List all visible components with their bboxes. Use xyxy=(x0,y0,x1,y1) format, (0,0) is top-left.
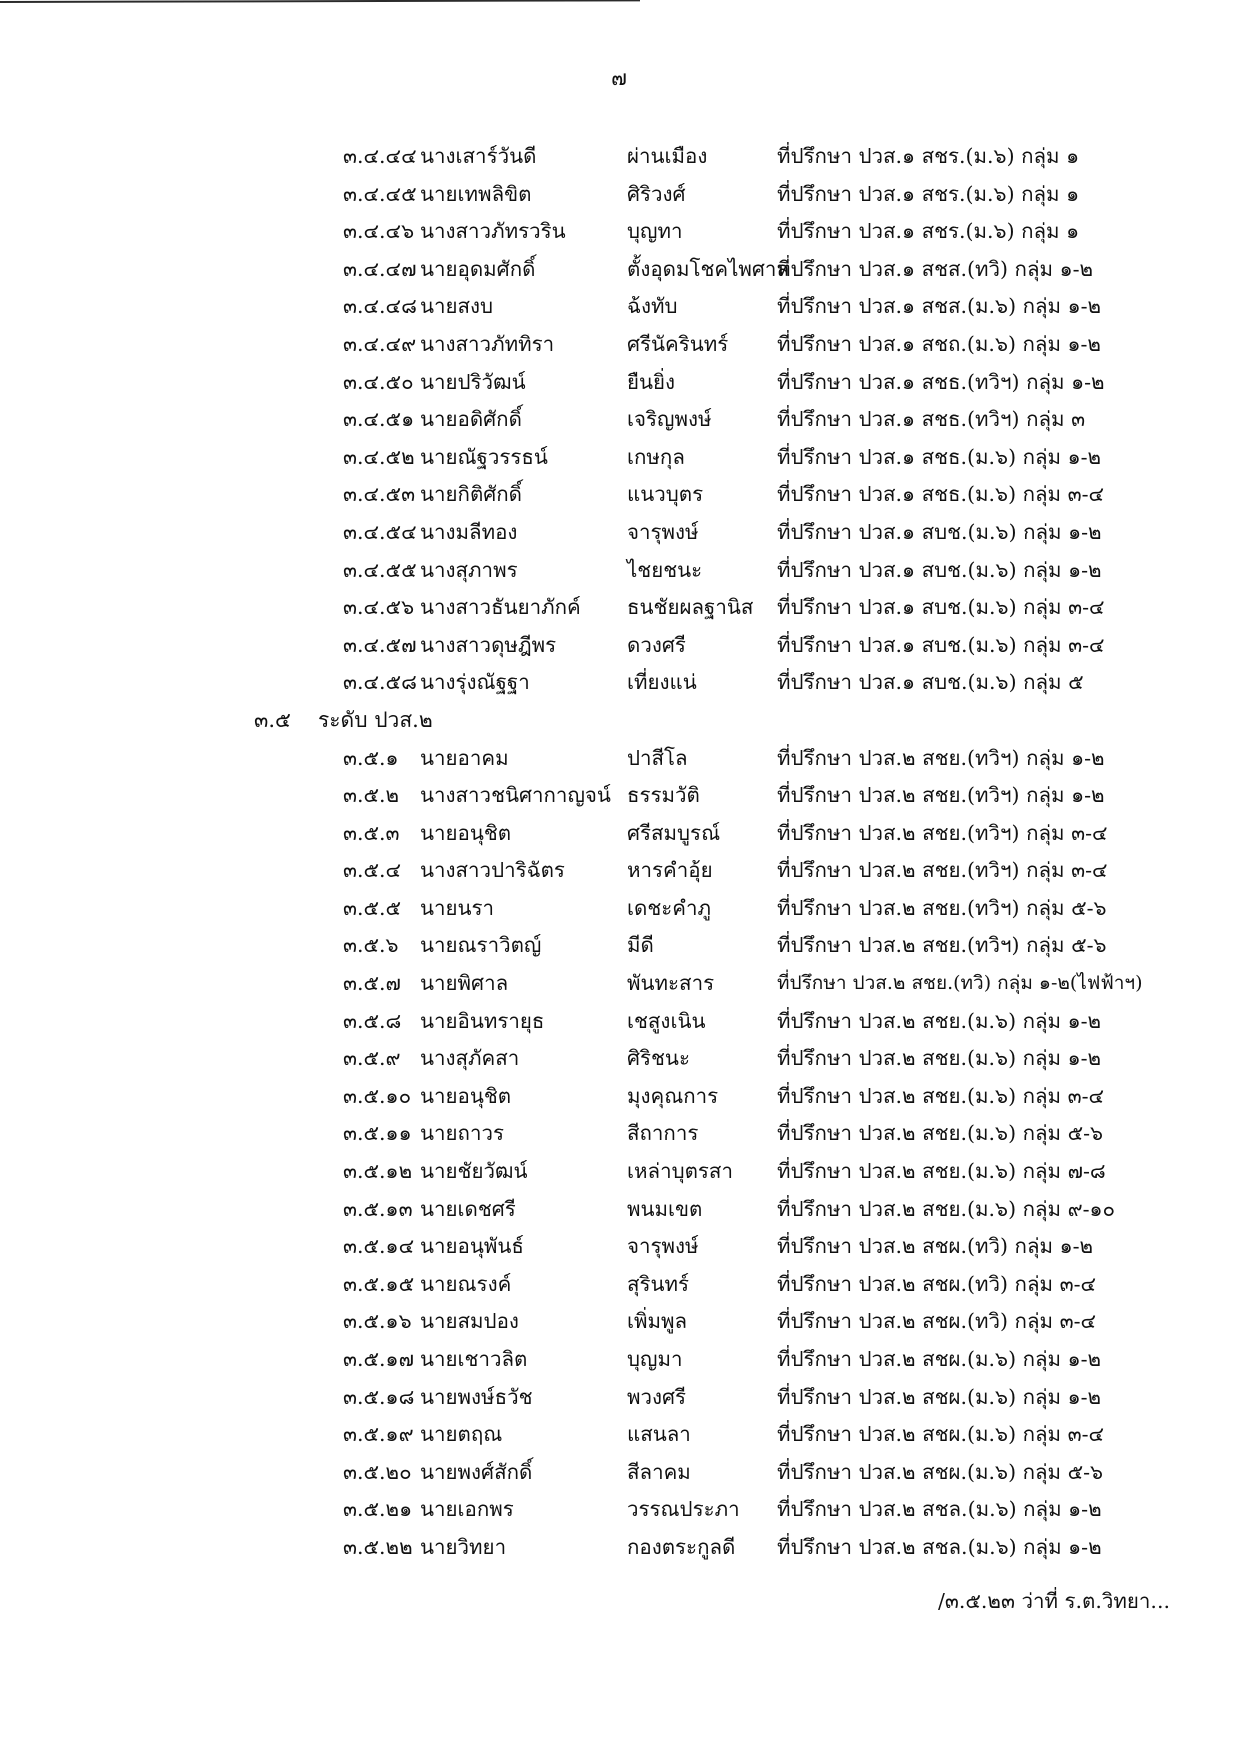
advisor-role: ที่ปรึกษา ปวส.๑ สชร.(ม.๖) กลุ่ม ๑ xyxy=(777,219,1080,244)
person-last-name: ศิริชนะ xyxy=(627,1046,690,1071)
advisor-role: ที่ปรึกษา ปวส.๒ สชย.(ทวิฯ) กลุ่ม ๕-๖ xyxy=(777,895,1107,920)
person-last-name: หารคำอุ้ย xyxy=(627,858,713,883)
item-number: ๓.๔.๔๗ xyxy=(343,256,417,281)
list-item xyxy=(0,890,1238,928)
page-number: ๗ xyxy=(611,66,627,90)
advisor-role: ที่ปรึกษา ปวส.๑ สบช.(ม.๖) กลุ่ม ๓-๔ xyxy=(777,632,1105,657)
scan-edge-line xyxy=(0,0,1238,4)
person-first-name: นายณราวิตญ์ xyxy=(420,933,542,958)
advisor-role: ที่ปรึกษา ปวส.๒ สชย.(ทวิฯ) กลุ่ม ๑-๒ xyxy=(777,745,1105,770)
person-first-name: นายอุดมศักดิ์ xyxy=(420,256,536,281)
item-number: ๓.๕.๑๓ xyxy=(343,1196,413,1221)
advisor-role: ที่ปรึกษา ปวส.๒ สชย.(ทวิฯ) กลุ่ม ๓-๔ xyxy=(777,820,1108,845)
advisor-role: ที่ปรึกษา ปวส.๒ สชผ.(ทวิ) กลุ่ม ๑-๒ xyxy=(777,1234,1094,1259)
person-last-name: เพิ่มพูล xyxy=(627,1309,688,1334)
person-first-name: นายเชาวลิต xyxy=(420,1347,528,1371)
list-item xyxy=(0,138,1238,176)
person-first-name: นายถาวร xyxy=(420,1121,504,1146)
list-item xyxy=(0,1454,1238,1492)
item-number: ๓.๕.๒๒ xyxy=(343,1534,413,1559)
item-number: ๓.๕.๑๑ xyxy=(343,1121,412,1146)
list-item xyxy=(0,627,1238,665)
person-first-name: นายอดิศักดิ์ xyxy=(420,407,522,432)
list-item xyxy=(0,815,1238,853)
advisor-role: ที่ปรึกษา ปวส.๑ สบช.(ม.๖) กลุ่ม ๕ xyxy=(777,670,1084,695)
person-first-name: นายวิทยา xyxy=(420,1534,507,1559)
item-number: ๓.๔.๕๗ xyxy=(343,632,417,657)
advisor-role: ที่ปรึกษา ปวส.๑ สบช.(ม.๖) กลุ่ม ๓-๔ xyxy=(777,595,1105,620)
advisor-role: ที่ปรึกษา ปวส.๒ สชล.(ม.๖) กลุ่ม ๑-๒ xyxy=(777,1534,1102,1559)
person-first-name: นางสาวธันยาภักค์ xyxy=(420,595,581,620)
person-first-name: นายตฤณ xyxy=(420,1422,503,1447)
person-last-name: วรรณประภา xyxy=(627,1497,740,1522)
item-number: ๓.๔.๕๔ xyxy=(343,519,417,544)
advisor-role: ที่ปรึกษา ปวส.๒ สชย.(ทวิฯ) กลุ่ม ๓-๔ xyxy=(777,858,1108,883)
list-item xyxy=(0,852,1238,890)
item-number: ๓.๔.๔๖ xyxy=(343,219,415,244)
person-first-name: นายอินทรายุธ xyxy=(420,1008,545,1033)
person-first-name: นางสุภาพร xyxy=(420,557,518,582)
person-first-name: นายสมปอง xyxy=(420,1309,519,1334)
item-number: ๓.๔.๔๙ xyxy=(343,331,417,356)
person-first-name: นายพงษ์ธวัช xyxy=(420,1384,533,1409)
person-first-name: นางสาวภัทรวริน xyxy=(420,219,566,244)
advisor-role: ที่ปรึกษา ปวส.๑ สบช.(ม.๖) กลุ่ม ๑-๒ xyxy=(777,557,1102,582)
person-first-name: นายอนุชิต xyxy=(420,1083,512,1108)
person-last-name: ปาสีโล xyxy=(627,745,688,770)
list-item xyxy=(0,251,1238,289)
person-last-name: มีดี xyxy=(627,933,654,958)
list-item xyxy=(0,927,1238,965)
item-number: ๓.๔.๕๐ xyxy=(343,369,414,394)
advisor-role: ที่ปรึกษา ปวส.๑ สชร.(ม.๖) กลุ่ม ๑ xyxy=(777,144,1080,168)
list-item xyxy=(0,288,1238,326)
person-last-name: เจริญพงษ์ xyxy=(627,407,712,432)
section-title: ระดับ ปวส.๒ xyxy=(318,707,433,732)
list-item xyxy=(0,326,1238,364)
item-number: ๓.๕.๒๐ xyxy=(343,1459,412,1484)
advisor-role: ที่ปรึกษา ปวส.๒ สชล.(ม.๖) กลุ่ม ๑-๒ xyxy=(777,1497,1102,1522)
person-last-name: กองตระกูลดี xyxy=(627,1534,736,1559)
list-item xyxy=(0,1379,1238,1417)
person-last-name: พวงศรี xyxy=(627,1384,687,1409)
person-last-name: เกษกุล xyxy=(627,444,685,469)
item-number: ๓.๕.๑๗ xyxy=(343,1347,414,1371)
list-item xyxy=(0,1078,1238,1116)
person-last-name: ยืนยิ่ง xyxy=(627,369,676,394)
person-first-name: นายณัฐวรรธน์ xyxy=(420,444,548,469)
list-item xyxy=(0,740,1238,778)
item-number: ๓.๕.๒ xyxy=(343,783,400,808)
list-item xyxy=(0,176,1238,214)
item-number: ๓.๕.๙ xyxy=(343,1046,401,1071)
item-number: ๓.๔.๕๘ xyxy=(343,670,417,695)
list-item xyxy=(0,1416,1238,1454)
person-last-name: สีถาการ xyxy=(627,1121,699,1146)
item-number: ๓.๕.๖ xyxy=(343,933,399,958)
advisor-role: ที่ปรึกษา ปวส.๒ สชย.(ม.๖) กลุ่ม ๑-๒ xyxy=(777,1008,1102,1033)
list-item xyxy=(0,1266,1238,1304)
advisor-role: ที่ปรึกษา ปวส.๑ สชธ.(ม.๖) กลุ่ม ๓-๔ xyxy=(777,482,1105,507)
person-last-name: เดชะคำภู xyxy=(627,895,711,920)
person-last-name: แสนลา xyxy=(627,1422,691,1447)
person-last-name: ไชยชนะ xyxy=(627,557,703,582)
advisor-role: ที่ปรึกษา ปวส.๑ สบช.(ม.๖) กลุ่ม ๑-๒ xyxy=(777,519,1102,544)
advisor-role: ที่ปรึกษา ปวส.๑ สชธ.(ทวิฯ) กลุ่ม ๓ xyxy=(777,407,1086,432)
list-item xyxy=(0,213,1238,251)
advisor-role: ที่ปรึกษา ปวส.๒ สชผ.(ม.๖) กลุ่ม ๑-๒ xyxy=(777,1347,1102,1371)
list-item xyxy=(0,1191,1238,1229)
person-first-name: นางสาวดุษฎีพร xyxy=(420,632,557,657)
advisor-role: ที่ปรึกษา ปวส.๒ สชผ.(ทวิ) กลุ่ม ๓-๔ xyxy=(777,1309,1097,1334)
person-last-name: ธนชัยผลฐานิส xyxy=(627,595,754,620)
list-item xyxy=(0,1228,1238,1266)
person-first-name: นายสงบ xyxy=(420,294,494,319)
person-last-name: จารุพงษ์ xyxy=(627,1234,699,1259)
advisor-role: ที่ปรึกษา ปวส.๒ สชย.(ม.๖) กลุ่ม ๑-๒ xyxy=(777,1046,1102,1071)
advisor-role: ที่ปรึกษา ปวส.๒ สชย.(ม.๖) กลุ่ม ๕-๖ xyxy=(777,1121,1104,1146)
person-first-name: นางเสาร์วันดี xyxy=(420,144,537,168)
section-heading xyxy=(0,702,1238,740)
item-number: ๓.๕.๑๔ xyxy=(343,1234,415,1259)
item-number: ๓.๔.๕๑ xyxy=(343,407,415,432)
item-number: ๓.๕.๒๑ xyxy=(343,1497,413,1522)
person-first-name: นายณรงค์ xyxy=(420,1271,512,1296)
list-item xyxy=(0,364,1238,402)
person-last-name: ดวงศรี xyxy=(627,632,686,657)
advisor-role: ที่ปรึกษา ปวส.๒ สชย.(ทวิ) กลุ่ม ๑-๒(ไฟฟ้าฯ) xyxy=(777,972,1143,995)
advisor-role: ที่ปรึกษา ปวส.๑ สชส.(ทวิ) กลุ่ม ๑-๒ xyxy=(777,256,1094,281)
advisor-role: ที่ปรึกษา ปวส.๑ สชร.(ม.๖) กลุ่ม ๑ xyxy=(777,181,1080,206)
person-last-name: ศรีนัครินทร์ xyxy=(627,331,729,356)
person-last-name: เหล่าบุตรสา xyxy=(627,1159,733,1184)
item-number: ๓.๕.๑๙ xyxy=(343,1422,414,1447)
item-number: ๓.๕.๑๐ xyxy=(343,1083,412,1108)
advisor-role: ที่ปรึกษา ปวส.๒ สชผ.(ทวิ) กลุ่ม ๓-๔ xyxy=(777,1271,1097,1296)
person-first-name: นายกิติศักดิ์ xyxy=(420,482,522,507)
item-number: ๓.๕.๑๕ xyxy=(343,1271,415,1296)
assignment-list xyxy=(0,138,1238,1567)
item-number: ๓.๕.๑๖ xyxy=(343,1309,412,1334)
item-number: ๓.๕.๔ xyxy=(343,858,402,883)
item-number: ๓.๔.๔๘ xyxy=(343,294,417,319)
item-number: ๓.๔.๔๕ xyxy=(343,181,417,206)
person-first-name: นายอนุพันธ์ xyxy=(420,1234,524,1259)
advisor-role: ที่ปรึกษา ปวส.๒ สชผ.(ม.๖) กลุ่ม ๕-๖ xyxy=(777,1459,1104,1484)
person-first-name: นางสาวภัททิรา xyxy=(420,331,555,356)
person-first-name: นายนรา xyxy=(420,895,495,920)
advisor-role: ที่ปรึกษา ปวส.๒ สชย.(ม.๖) กลุ่ม ๙-๑๐ xyxy=(777,1196,1116,1221)
list-item xyxy=(0,1341,1238,1379)
person-last-name: ตั้งอุดมโชคไพศาล xyxy=(627,256,790,281)
person-last-name: ศิริวงศ์ xyxy=(627,181,686,206)
person-last-name: เชสูงเนิน xyxy=(627,1008,706,1033)
advisor-role: ที่ปรึกษา ปวส.๒ สชผ.(ม.๖) กลุ่ม ๑-๒ xyxy=(777,1384,1102,1409)
item-number: ๓.๕.๑๒ xyxy=(343,1159,413,1184)
person-last-name: ผ่านเมือง xyxy=(627,144,708,168)
list-item xyxy=(0,589,1238,627)
person-first-name: นายปริวัฒน์ xyxy=(420,369,526,394)
advisor-role: ที่ปรึกษา ปวส.๒ สชย.(ทวิฯ) กลุ่ม ๕-๖ xyxy=(777,933,1107,958)
person-last-name: สุรินทร์ xyxy=(627,1271,690,1296)
person-last-name: สีลาคม xyxy=(627,1459,691,1484)
list-item xyxy=(0,1003,1238,1041)
advisor-role: ที่ปรึกษา ปวส.๑ สชธ.(ทวิฯ) กลุ่ม ๑-๒ xyxy=(777,369,1105,394)
list-item xyxy=(0,1115,1238,1153)
person-last-name: ธรรมวัติ xyxy=(627,783,700,808)
list-item xyxy=(0,514,1238,552)
list-item xyxy=(0,1153,1238,1191)
list-item xyxy=(0,401,1238,439)
person-first-name: นายพิศาล xyxy=(420,971,509,996)
item-number: ๓.๔.๕๒ xyxy=(343,444,415,469)
person-first-name: นายชัยวัฒน์ xyxy=(420,1159,528,1184)
person-last-name: พนมเขต xyxy=(627,1196,703,1221)
continuation-reference: /๓.๕.๒๓ ว่าที่ ร.ต.วิทยา... xyxy=(937,1589,1170,1613)
item-number: ๓.๔.๕๓ xyxy=(343,482,416,507)
person-first-name: นายอาคม xyxy=(420,745,509,770)
item-number: ๓.๔.๕๖ xyxy=(343,595,415,620)
person-first-name: นายเอกพร xyxy=(420,1497,514,1522)
section-number: ๓.๕ xyxy=(254,707,291,732)
list-item xyxy=(0,1529,1238,1567)
person-last-name: มุงคุณการ xyxy=(627,1083,719,1108)
item-number: ๓.๕.๗ xyxy=(343,971,401,996)
person-last-name: เที่ยงแน่ xyxy=(627,670,697,695)
list-item xyxy=(0,552,1238,590)
advisor-role: ที่ปรึกษา ปวส.๑ สชส.(ม.๖) กลุ่ม ๑-๒ xyxy=(777,294,1102,319)
advisor-role: ที่ปรึกษา ปวส.๒ สชย.(ม.๖) กลุ่ม ๓-๔ xyxy=(777,1083,1105,1108)
list-item xyxy=(0,777,1238,815)
list-item xyxy=(0,476,1238,514)
person-last-name: แนวบุตร xyxy=(627,482,704,507)
person-first-name: นายเดชศรี xyxy=(420,1196,516,1221)
advisor-role: ที่ปรึกษา ปวส.๑ สชถ.(ม.๖) กลุ่ม ๑-๒ xyxy=(777,331,1101,356)
advisor-role: ที่ปรึกษา ปวส.๒ สชย.(ม.๖) กลุ่ม ๗-๘ xyxy=(777,1159,1106,1184)
person-first-name: นายพงศ์สักดิ์ xyxy=(420,1459,533,1484)
person-first-name: นางมลีทอง xyxy=(420,519,518,544)
person-first-name: นางสาวชนิศากาญจน์ xyxy=(420,783,611,808)
item-number: ๓.๕.๑ xyxy=(343,745,399,770)
item-number: ๓.๔.๔๔ xyxy=(343,144,417,168)
advisor-role: ที่ปรึกษา ปวส.๑ สชธ.(ม.๖) กลุ่ม ๑-๒ xyxy=(777,444,1102,469)
list-item xyxy=(0,1040,1238,1078)
person-last-name: ศรีสมบูรณ์ xyxy=(627,820,721,845)
person-first-name: นายอนุชิต xyxy=(420,820,512,845)
advisor-role: ที่ปรึกษา ปวส.๒ สชผ.(ม.๖) กลุ่ม ๓-๔ xyxy=(777,1422,1105,1447)
person-last-name: บุญมา xyxy=(627,1347,683,1371)
person-first-name: นางรุ่งณัฐฐา xyxy=(420,670,530,695)
item-number: ๓.๔.๕๕ xyxy=(343,557,417,582)
item-number: ๓.๕.๘ xyxy=(343,1008,402,1033)
advisor-role: ที่ปรึกษา ปวส.๒ สชย.(ทวิฯ) กลุ่ม ๑-๒ xyxy=(777,783,1105,808)
item-number: ๓.๕.๑๘ xyxy=(343,1384,415,1409)
person-last-name: พันทะสาร xyxy=(627,971,715,996)
person-last-name: ฉ้งทับ xyxy=(627,294,678,319)
item-number: ๓.๕.๕ xyxy=(343,895,402,920)
person-first-name: นางสุภัคสา xyxy=(420,1046,520,1071)
person-last-name: จารุพงษ์ xyxy=(627,519,699,544)
list-item xyxy=(0,439,1238,477)
item-number: ๓.๕.๓ xyxy=(343,820,400,845)
list-item xyxy=(0,664,1238,702)
person-first-name: นางสาวปาริฉัตร xyxy=(420,858,565,883)
person-first-name: นายเทพลิขิต xyxy=(420,181,532,206)
person-last-name: บุญทา xyxy=(627,219,683,244)
list-item xyxy=(0,1303,1238,1341)
list-item xyxy=(0,1491,1238,1529)
list-item xyxy=(0,965,1238,1003)
